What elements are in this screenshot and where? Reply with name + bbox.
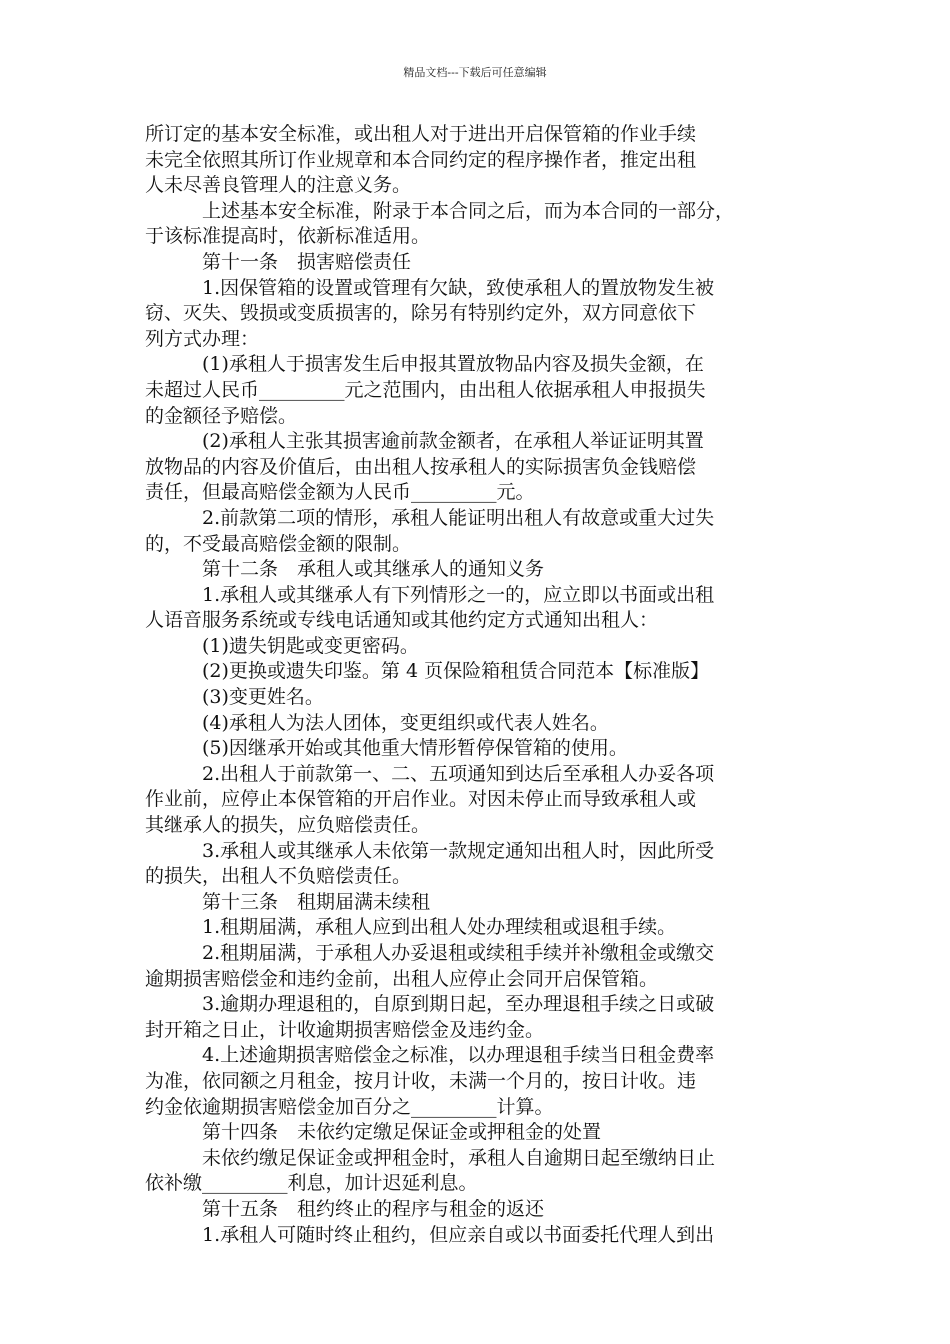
text-line: 责任，但最高赔偿金额为人民币_________元。: [145, 481, 535, 504]
text-line: 逾期损害赔偿金和违约金前，出租人应停止会同开启保管箱。: [145, 967, 659, 990]
text-line: 放物品的内容及价值后，由出租人按承租人的实际损害负金钱赔偿: [145, 455, 697, 478]
text-line: 未完全依照其所订作业规章和本合同约定的程序操作者，推定出租: [145, 148, 697, 171]
text-line: 2.租期届满，于承租人办妥退租或续租手续并补缴租金或缴交: [202, 942, 715, 964]
text-line: (5)因继承开始或其他重大情形暂停保管箱的使用。: [202, 737, 628, 760]
text-line: 窃、灭失、毁损或变质损害的，除另有特别约定外，双方同意依下: [145, 302, 697, 325]
text-line: (1)承租人于损害发生后申报其置放物品内容及损失金额，在: [202, 353, 704, 376]
text-line: 1.因保管箱的设置或管理有欠缺，致使承租人的置放物发生被: [202, 276, 715, 299]
text-line: 人未尽善良管理人的注意义务。: [145, 174, 412, 197]
text-line: 所订定的基本安全标准，或出租人对于进出开启保管箱的作业手续: [145, 123, 697, 145]
text-line: (1)遗失钥匙或变更密码。: [202, 634, 419, 657]
text-line: (2)更换或遗失印鉴。第 4 页保险箱租赁合同范本【标准版】: [202, 660, 710, 683]
text-line: 3.逾期办理退租的，自原到期日起，至办理退租手续之日或破: [202, 993, 715, 1016]
text-line: 封开箱之日止，计收逾期损害赔偿金及违约金。: [145, 1018, 545, 1041]
text-line: 第十一条 损害赔偿责任: [202, 250, 412, 273]
text-line: 为准，依同额之月租金，按月计收，未满一个月的，按日计收。违: [145, 1069, 697, 1092]
text-line: 第十三条 租期届满未续租: [202, 890, 431, 913]
text-line: 上述基本安全标准，附录于本合同之后，而为本合同的一部分，: [202, 199, 735, 222]
text-line: 的，不受最高赔偿金额的限制。: [145, 532, 412, 555]
text-line: 3.承租人或其继承人未依第一款规定通知出租人时，因此所受: [202, 839, 715, 862]
text-line: 约金依逾期损害赔偿金加百分之_________计算。: [145, 1095, 554, 1118]
text-line: (2)承租人主张其损害逾前款金额者，在承租人举证证明其置: [202, 430, 704, 453]
text-line: 作业前，应停止本保管箱的开启作业。对因未停止而导致承租人或: [145, 788, 697, 811]
text-line: 第十二条 承租人或其继承人的通知义务: [202, 558, 545, 581]
text-line: 未超过人民币_________元之范围内，由出租人依据承租人申报损失: [145, 378, 706, 401]
text-line: 2.出租人于前款第一、二、五项通知到达后至承租人办妥各项: [202, 762, 715, 785]
text-line: 4.上述逾期损害赔偿金之标准，以办理退租手续当日租金费率: [202, 1044, 715, 1067]
text-line: 2.前款第二项的情形，承租人能证明出租人有故意或重大过失: [202, 506, 715, 529]
text-line: 1.承租人可随时终止租约，但应亲自或以书面委托代理人到出: [202, 1223, 715, 1246]
text-line: 的金额径予赔偿。: [145, 404, 298, 427]
text-line: 其继承人的损失，应负赔偿责任。: [145, 814, 431, 837]
text-line: (3)变更姓名。: [202, 686, 324, 709]
text-line: 第十五条 租约终止的程序与租金的返还: [202, 1197, 545, 1220]
page-header: 精品文档---下载后可任意编辑: [403, 66, 547, 79]
text-line: 人语音服务系统或专线电话通知或其他约定方式通知出租人：: [145, 609, 659, 632]
text-line: 的损失，出租人不负赔偿责任。: [145, 865, 412, 888]
document-body: [145, 122, 809, 1248]
text-line: 列方式办理：: [145, 327, 260, 350]
text-line: 未依约缴足保证金或押租金时，承租人自逾期日起至缴纳日止: [202, 1146, 716, 1169]
text-line: (4)承租人为法人团体，变更组织或代表人姓名。: [202, 711, 609, 734]
text-line: 1.租期届满，承租人应到出租人处办理续租或退租手续。: [202, 916, 677, 939]
text-line: 1.承租人或其继承人有下列情形之一的，应立即以书面或出租: [202, 583, 715, 606]
text-line: 第十四条 未依约定缴足保证金或押租金的处置: [202, 1121, 602, 1144]
text-line: 依补缴_________利息，加计迟延利息。: [145, 1172, 478, 1195]
text-line: 于该标准提高时，依新标准适用。: [145, 225, 431, 248]
